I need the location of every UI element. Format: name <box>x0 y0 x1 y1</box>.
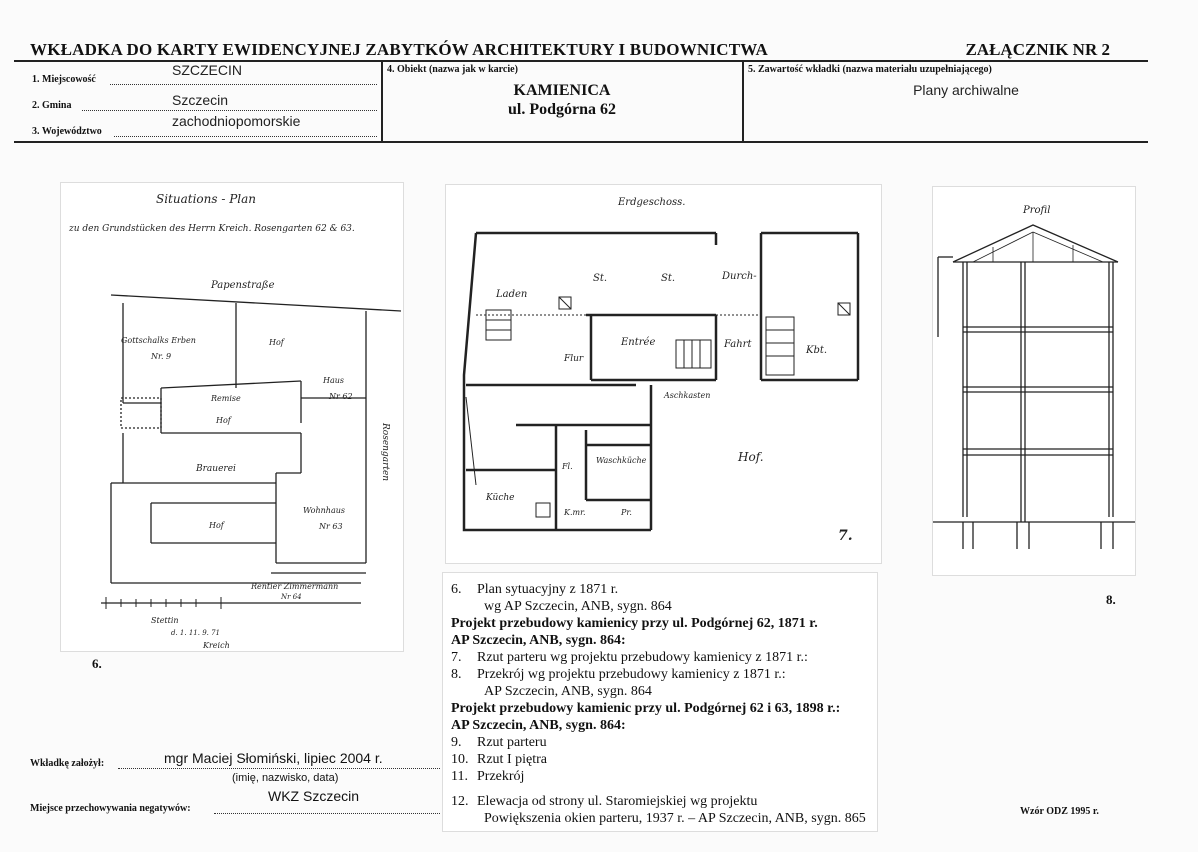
object-address: ul. Podgórna 62 <box>507 101 616 118</box>
locality-value: SZCZECIN <box>172 62 242 78</box>
caption-number: 9. <box>451 735 462 750</box>
caption-text: Projekt przebudowy kamienicy przy ul. Podgórnej 62, 1871 r. <box>451 616 818 631</box>
floor-plan-kueche: Küche <box>486 493 515 503</box>
caption-line <box>451 666 866 683</box>
floor-plan-waschkueche: Waschküche <box>596 456 647 465</box>
caption-text: AP Szczecin, ANB, sygn. 864 <box>484 684 652 699</box>
storage-label: Miejsce przechowywania negatywów: <box>30 803 191 814</box>
caption-line <box>451 810 866 827</box>
caption-line <box>451 598 866 615</box>
captions-box <box>442 572 878 832</box>
site-plan-street-top: Papenstraße <box>211 280 275 291</box>
site-plan-rentier: Rentier Zimmermann <box>251 582 339 591</box>
floor-plan-entree: Entrée <box>621 337 656 348</box>
caption-text: Rzut I piętra <box>477 752 547 767</box>
field-commune <box>32 90 377 112</box>
caption-text: AP Szczecin, ANB, sygn. 864: <box>451 633 626 648</box>
commune-label: 2. Gmina <box>32 100 72 111</box>
caption-text: Rzut parteru wg projektu przebudowy kamienicy z 1871 r.: <box>477 650 808 665</box>
caption-text: Elewacja od strony ul. Staromiejskiej wg projektu <box>477 794 758 809</box>
floor-plan-aschkasten: Aschkasten <box>664 391 711 400</box>
caption-number: 6. <box>451 582 462 597</box>
locality-label: 1. Miejscowość <box>32 74 96 85</box>
caption-line <box>451 793 866 810</box>
figure-7-number: 7. <box>838 528 853 544</box>
floor-plan-laden: Laden <box>496 289 528 300</box>
annex-number: ZAŁĄCZNIK NR 2 <box>965 40 1110 59</box>
figure-8-number: 8. <box>1106 592 1116 607</box>
floor-plan-drawing <box>446 185 881 563</box>
caption-number: 12. <box>451 794 469 809</box>
site-plan-nr: Nr. 9 <box>151 352 172 361</box>
floor-plan-flur: Flur <box>564 354 584 364</box>
site-plan-remise: Remise <box>211 394 241 403</box>
caption-line <box>451 581 866 598</box>
captions-list <box>451 581 866 827</box>
caption-line <box>451 751 866 768</box>
caption-number: 7. <box>451 650 462 665</box>
site-plan-hof-low: Hof <box>209 521 224 530</box>
caption-line <box>451 632 866 649</box>
caption-line <box>451 615 866 632</box>
caption-text: Plan sytuacyjny z 1871 r. <box>477 582 619 597</box>
floor-plan-durch: Durch- <box>722 271 757 282</box>
caption-text: Przekrój wg projektu przebudowy kamienicy z 1871 r.: <box>477 667 786 682</box>
site-plan-wohnhaus: Wohnhaus <box>303 506 345 515</box>
site-plan-sign-3: Kreich <box>203 641 230 650</box>
caption-line <box>451 649 866 666</box>
site-plan-brauerei: Brauerei <box>196 464 236 474</box>
site-plan-drawing <box>61 183 403 651</box>
field-locality <box>32 64 377 86</box>
figure-6-site-plan <box>60 182 404 652</box>
caption-line <box>451 717 866 734</box>
caption-number: 11. <box>451 769 468 784</box>
caption-line <box>451 734 866 751</box>
header-bottom-rule <box>14 141 1148 143</box>
caption-text: wg AP Szczecin, ANB, sygn. 864 <box>484 599 672 614</box>
author-hint: (imię, nazwisko, data) <box>232 772 339 784</box>
caption-text: AP Szczecin, ANB, sygn. 864: <box>451 718 626 733</box>
floor-plan-st1: St. <box>593 273 608 284</box>
caption-line <box>451 683 866 700</box>
site-plan-hof-top: Hof <box>269 338 284 347</box>
floor-plan-kam: K.mr. <box>564 508 586 517</box>
caption-text: Projekt przebudowy kamienic przy ul. Podgórnej 62 i 63, 1898 r.: <box>451 701 841 716</box>
content-value: Plany archiwalne <box>913 82 1019 98</box>
site-plan-nr-low: Nr 64 <box>281 593 302 601</box>
field-voivodeship <box>32 113 377 138</box>
storage-value: WKZ Szczecin <box>268 788 360 804</box>
site-plan-sign-2: d. 1. 11. 9. 71 <box>171 629 221 637</box>
figure-6-number: 6. <box>92 656 102 671</box>
caption-number: 10. <box>451 752 469 767</box>
site-plan-title: Situations - Plan <box>156 192 257 206</box>
caption-line <box>451 768 866 785</box>
site-plan-rosengarten: Rosengarten <box>380 423 390 482</box>
figure-8-section <box>932 186 1136 576</box>
figure-7-floor-plan <box>445 184 882 564</box>
object-label: 4. Obiekt (nazwa jak w karcie) <box>387 64 518 75</box>
site-plan-gottschalk: Gottschalks Erben <box>121 336 196 345</box>
caption-text: Rzut parteru <box>477 735 547 750</box>
author-line <box>118 768 440 769</box>
site-plan-haus: Haus <box>323 376 345 385</box>
storage-line <box>214 813 440 814</box>
section-title: Profil <box>1023 205 1051 216</box>
header-divider-2 <box>742 60 744 143</box>
form-version: Wzór ODZ 1995 r. <box>1020 806 1099 817</box>
author-label: Wkładkę założył: <box>30 758 105 769</box>
commune-value: Szczecin <box>172 92 229 108</box>
site-plan-sign-1: Stettin <box>151 616 179 625</box>
section-drawing <box>933 187 1135 575</box>
caption-number: 8. <box>451 667 462 682</box>
content-label: 5. Zawartość wkładki (nazwa materiału uzupełniającego) <box>748 64 992 75</box>
floor-plan-fl: Fl. <box>562 462 573 471</box>
site-plan-nr62: Nr 62 <box>329 392 353 401</box>
site-plan-hof-mid: Hof <box>216 416 231 425</box>
form-title: WKŁADKA DO KARTY EWIDENCYJNEJ ZABYTKÓW ARCHITEKTURY I BUDOWNICTWA <box>30 40 769 59</box>
floor-plan-fahrt: Fahrt <box>724 339 752 350</box>
floor-plan-pr: Pr. <box>621 508 632 517</box>
site-plan-subtitle: zu den Grundstücken des Herrn Kreich. Rosengarten 62 & 63. <box>69 224 355 234</box>
floor-plan-title: Erdgeschoss. <box>618 197 686 208</box>
caption-text: Przekrój <box>477 769 525 784</box>
author-value: mgr Maciej Słomiński, lipiec 2004 r. <box>164 750 383 766</box>
caption-line <box>451 785 866 793</box>
voivodeship-value: zachodniopomorskie <box>172 113 301 129</box>
voivodeship-label: 3. Województwo <box>32 126 102 137</box>
floor-plan-hof: Hof. <box>738 450 764 464</box>
caption-line <box>451 700 866 717</box>
object-name: KAMIENICA <box>513 82 611 99</box>
caption-text: Powiększenia okien parteru, 1937 r. – AP Szczecin, ANB, sygn. 865 <box>484 811 866 826</box>
floor-plan-kbt: Kbt. <box>806 345 828 356</box>
floor-plan-st2: St. <box>661 273 676 284</box>
site-plan-nr63: Nr 63 <box>319 522 343 531</box>
